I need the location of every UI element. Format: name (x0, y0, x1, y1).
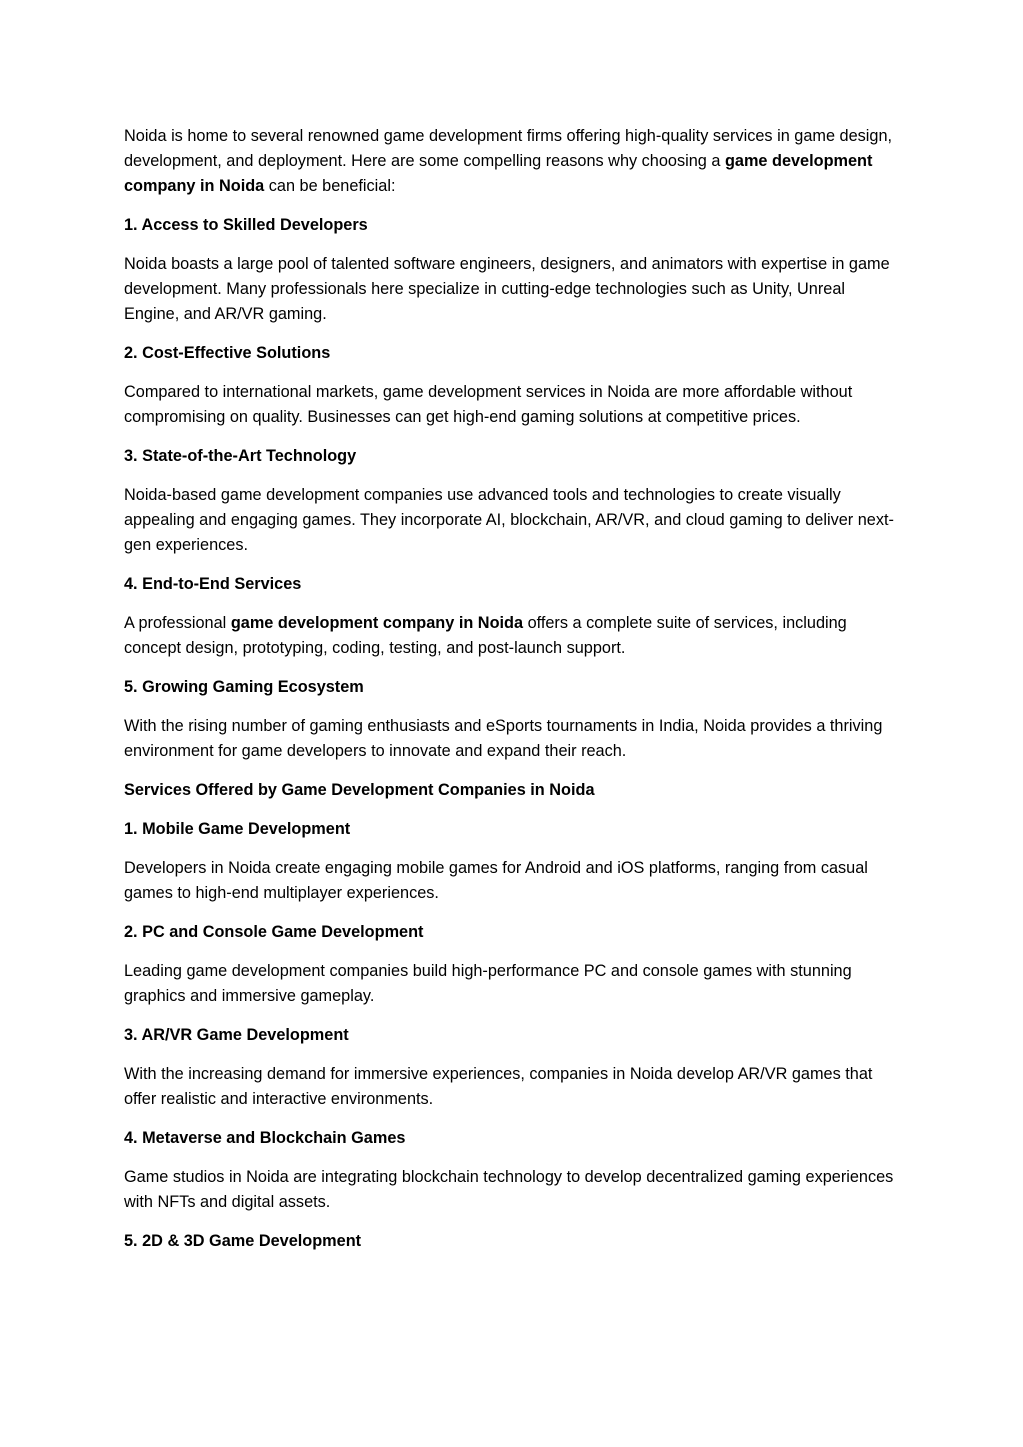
reason-heading-1: 1. Access to Skilled Developers (124, 216, 368, 234)
reason-body-5: With the rising number of gaming enthusiasts and eSports tournaments in India, Noida provides a thriving environment for game developers to innovate and expand their reach. (124, 717, 883, 760)
reason-body-4-start: A professional (124, 614, 231, 632)
intro-paragraph (124, 124, 894, 199)
service-body-3: With the increasing demand for immersive experiences, companies in Noida develop AR/VR games that offer realistic and interactive environments. (124, 1065, 873, 1108)
reason-heading-2: 2. Cost-Effective Solutions (124, 344, 331, 362)
intro-text-start: Noida is home to several renowned game development firms offering high-quality services in game design, development, and deployment. Here are some compelling reasons why choosing a (124, 127, 893, 170)
service-heading-5: 5. 2D & 3D Game Development (124, 1232, 362, 1250)
service-body-4: Game studios in Noida are integrating blockchain technology to develop decentralized gaming experiences with NFTs and digital assets. (124, 1168, 894, 1211)
document-page (124, 124, 894, 1268)
reason-heading-4: 4. End-to-End Services (124, 575, 302, 593)
reason-body-4 (124, 611, 894, 661)
reason-body-3: Noida-based game development companies use advanced tools and technologies to create visually appealing and engaging games. They incorporate AI, blockchain, AR/VR, and cloud gaming to deliver next-gen experiences. (124, 486, 894, 554)
reason-body-4-end: offers a complete suite of services, including concept design, prototyping, coding, testing, and post-launch support. (124, 614, 847, 657)
reason-body-2: Compared to international markets, game development services in Noida are more affordable without compromising on quality. Businesses can get high-end gaming solutions at competitive prices. (124, 383, 853, 426)
service-body-1: Developers in Noida create engaging mobile games for Android and iOS platforms, ranging from casual games to high-end multiplayer experiences. (124, 859, 868, 902)
reason-heading-3: 3. State-of-the-Art Technology (124, 447, 357, 465)
service-body-2: Leading game development companies build high-performance PC and console games with stunning graphics and immersive gameplay. (124, 962, 852, 1005)
service-heading-4: 4. Metaverse and Blockchain Games (124, 1129, 406, 1147)
reason-body-1: Noida boasts a large pool of talented software engineers, designers, and animators with expertise in game development. Many professionals here specialize in cutting-edge technologies such as Unity, Unreal Engine, and AR/VR gaming. (124, 255, 890, 323)
service-heading-1: 1. Mobile Game Development (124, 820, 351, 838)
services-section-title: Services Offered by Game Development Companies in Noida (124, 781, 595, 799)
reason-body-4-keyword: game development company in Noida (230, 614, 524, 632)
reason-heading-5: 5. Growing Gaming Ecosystem (124, 678, 364, 696)
service-heading-2: 2. PC and Console Game Development (124, 923, 424, 941)
intro-keyword: game development company in Noida (124, 152, 873, 195)
service-heading-3: 3. AR/VR Game Development (124, 1026, 349, 1044)
intro-text-end: can be beneficial: (264, 177, 396, 195)
